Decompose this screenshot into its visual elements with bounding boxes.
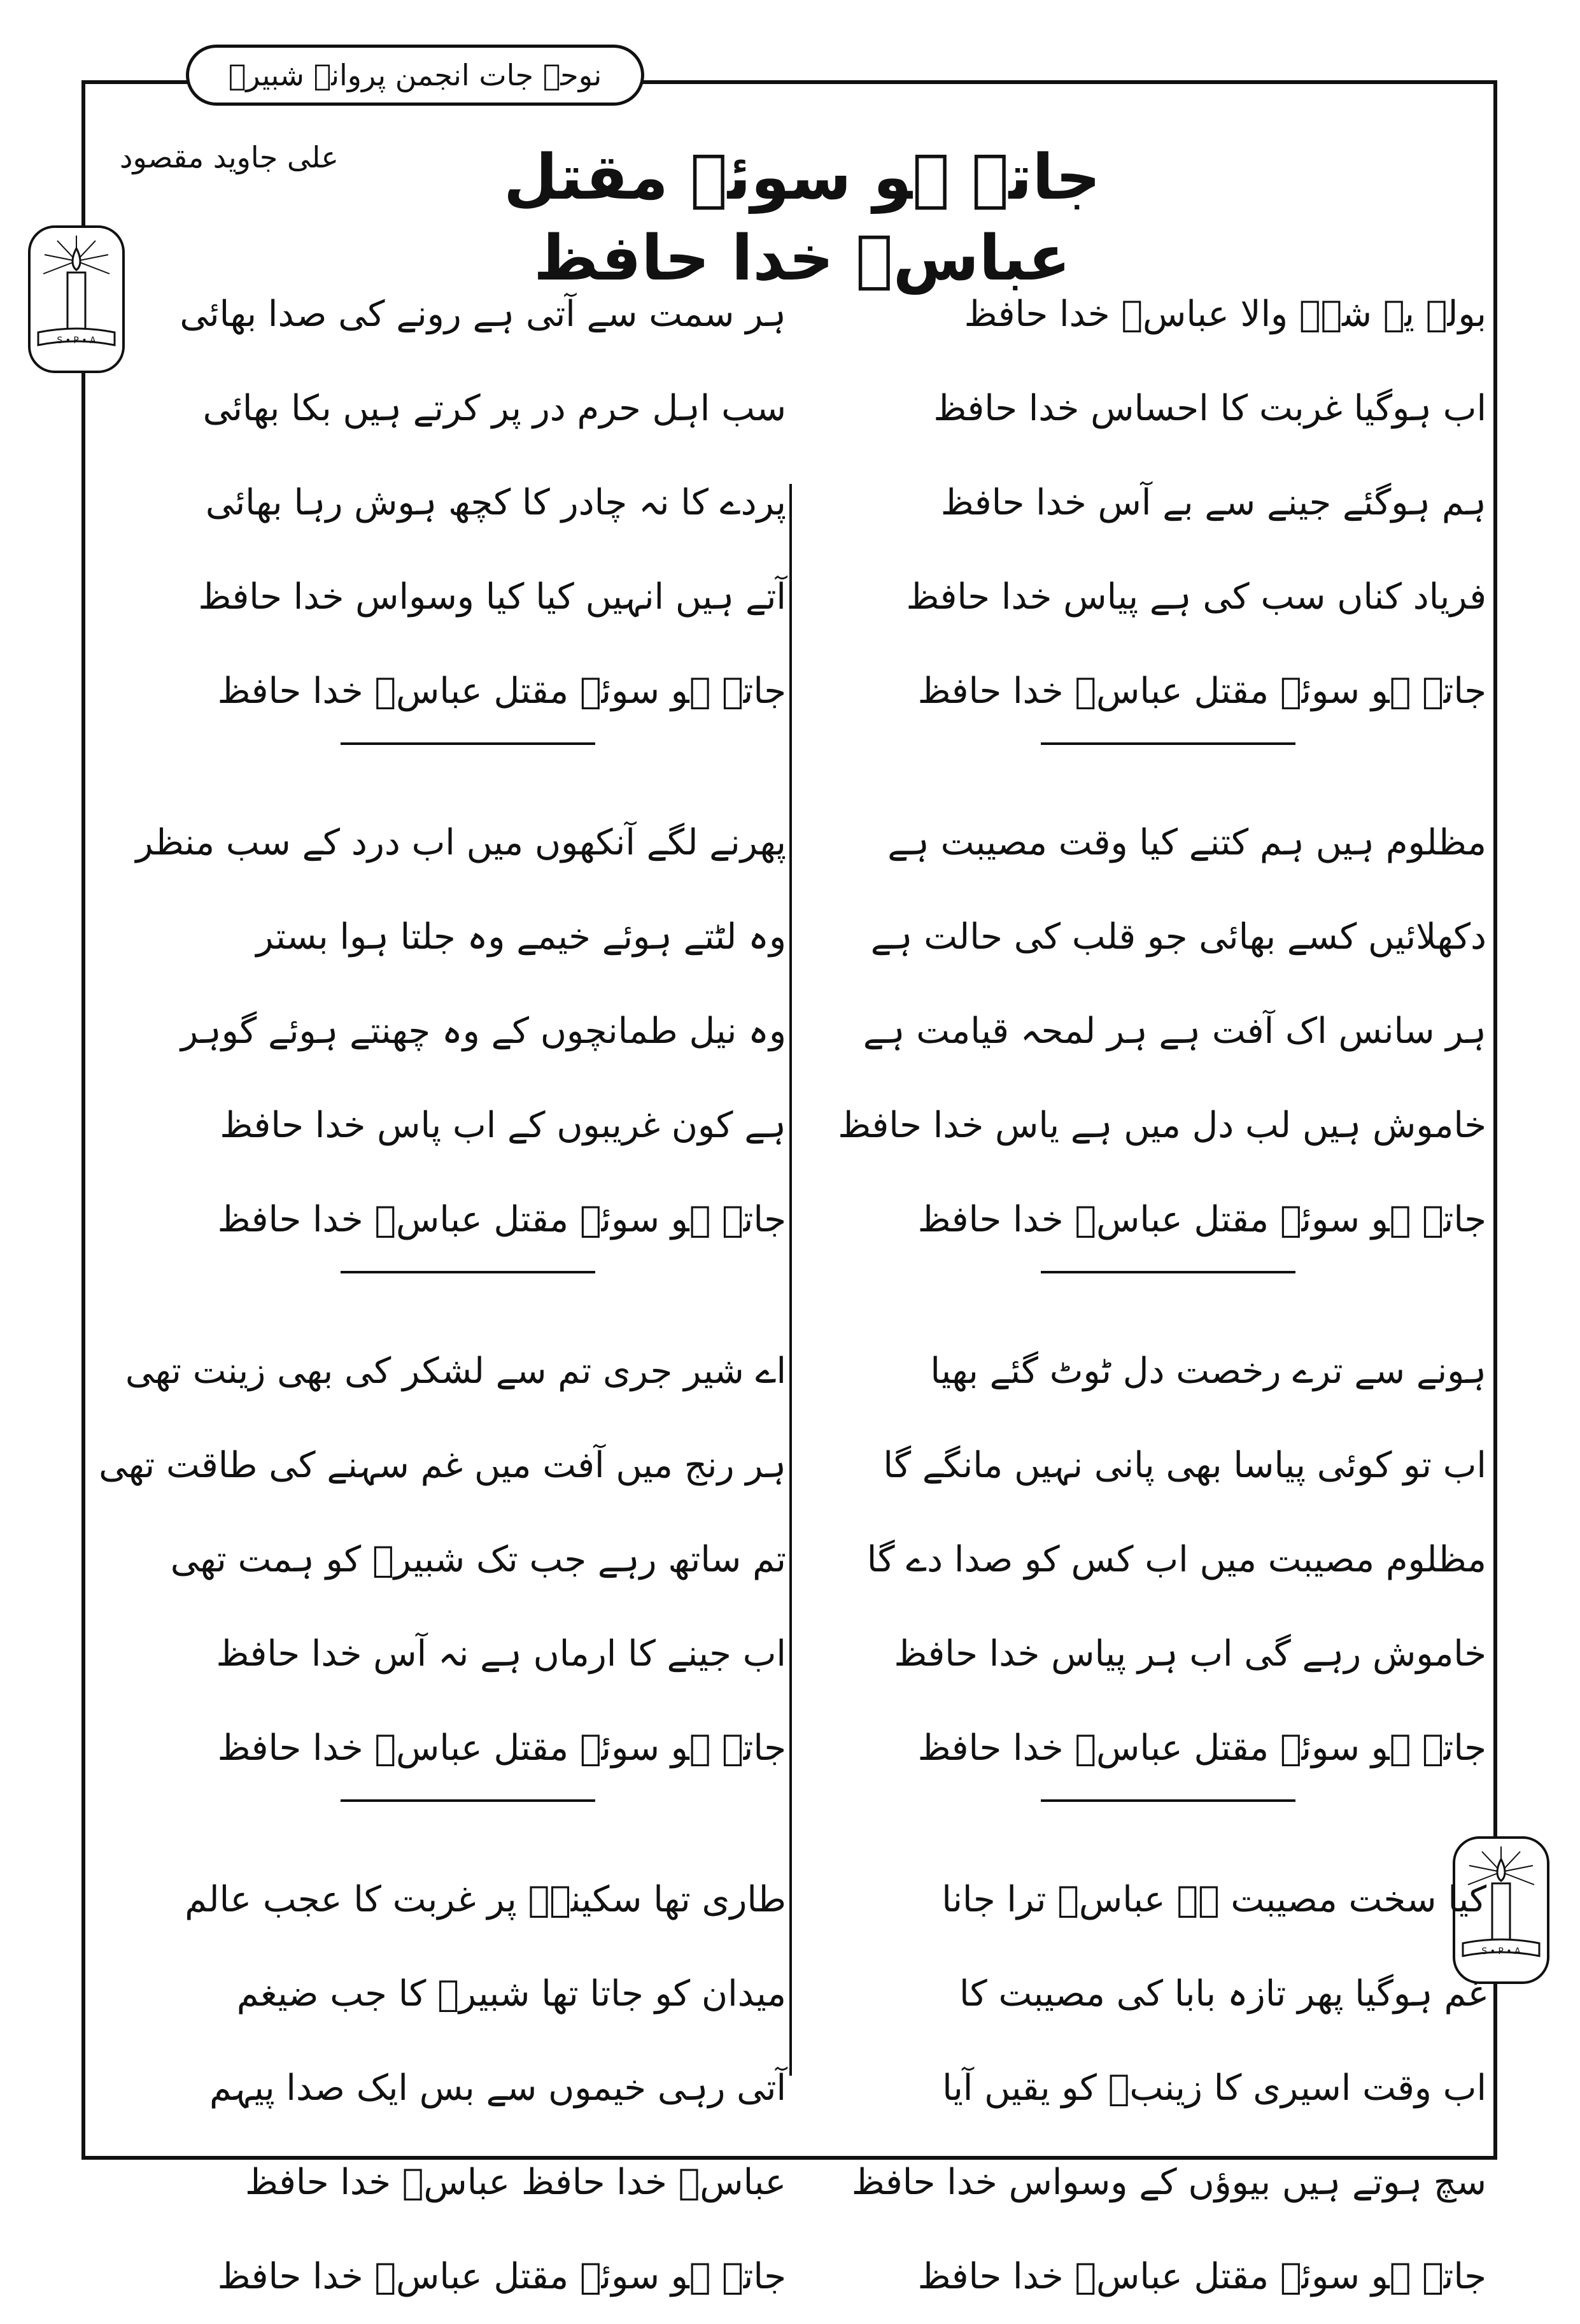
verse-line: اب تو کوئی پیاسا بھی پانی نہیں مانگے گا: [883, 1445, 1486, 1486]
stanza: [150, 1853, 786, 2324]
page-title: جاتے ہو سوئے مقتل عباسؑ خدا حافظ: [504, 141, 1101, 295]
verse-line: ہر سمت سے آتی ہے رونے کی صدا بھائی: [180, 294, 786, 335]
stanza-separator: [341, 1799, 595, 1802]
stanza: [850, 1853, 1486, 2324]
verse-line: ہر سانس اک آفت ہے ہر لمحہ قیامت ہے: [863, 1010, 1486, 1052]
verse-line: مظلوم ہیں ہم کتنے کیا وقت مصیبت ہے: [887, 822, 1486, 863]
verse-line: وہ لٹتے ہوئے خیمے وہ جلتا ہوا بستر: [256, 916, 786, 958]
stanza: [850, 1324, 1486, 1796]
verse-line: جاتے ہو سوئے مقتل عباسؑ خدا حافظ: [217, 1727, 786, 1769]
verse-line: جاتے ہو سوئے مقتل عباسؑ خدا حافظ: [917, 670, 1486, 712]
verse-line: خاموش رہے گی اب ہر پیاس خدا حافظ: [894, 1633, 1486, 1675]
verse-line: جاتے ہو سوئے مقتل عباسؑ خدا حافظ: [217, 1199, 786, 1240]
verse-line: سب اہل حرم در پر کرتے ہیں بکا بھائی: [202, 388, 786, 429]
verse-line: اب ہوگیا غربت کا احساس خدا حافظ: [933, 388, 1486, 429]
verse-line: فریاد کناں سب کی ہے پیاس خدا حافظ: [906, 576, 1486, 618]
stanza: [136, 796, 786, 1267]
header-tab: [186, 45, 644, 106]
verse-line: عباسؑ خدا حافظ عباسؑ خدا حافظ: [244, 2162, 786, 2203]
verse-line: جاتے ہو سوئے مقتل عباسؑ خدا حافظ: [917, 1199, 1486, 1240]
svg-text:S • P • A: S • P • A: [57, 336, 96, 346]
column-divider: [789, 484, 792, 2076]
verse-line: پردے کا نہ چادر کا کچھ ہوش رہا بھائی: [205, 482, 786, 523]
verse-line: غم ہوگیا پھر تازہ بابا کی مصیبت کا: [959, 1973, 1486, 2015]
verse-line: اے شیر جری تم سے لشکر کی بھی زینت تھی: [125, 1350, 786, 1392]
verse-line: طاری تھا سکینہؑ پر غربت کا عجب عالم: [185, 1879, 786, 1920]
verse-line: اب جینے کا ارماں ہے نہ آس خدا حافظ: [216, 1633, 786, 1675]
verse-line: تم ساتھ رہے جب تک شبیرؑ کو ہمت تھی: [170, 1539, 786, 1580]
verse-line: جاتے ہو سوئے مقتل عباسؑ خدا حافظ: [917, 1727, 1486, 1769]
stanza-separator: [1041, 1271, 1295, 1273]
author-name: علی جاوید مقصود: [120, 140, 339, 174]
stanza: [850, 267, 1486, 739]
verse-line: سچ ہوتے ہیں بیوؤں کے وسواس خدا حافظ: [851, 2162, 1486, 2203]
stanza-separator: [341, 1271, 595, 1273]
verse-line: مظلوم مصیبت میں اب کس کو صدا دے گا: [866, 1539, 1486, 1580]
verse-line: بولے یہ شہؑ والا عباسؑ خدا حافظ: [964, 294, 1486, 335]
verse-line: آتی رہی خیموں سے بس ایک صدا پیہم: [209, 2067, 786, 2109]
verse-line: جاتے ہو سوئے مقتل عباسؑ خدا حافظ: [217, 2256, 786, 2297]
candle-emblem-icon: [25, 223, 127, 376]
header-text: نوحہ جات انجمن پروانۂ شبیرؑ: [228, 58, 602, 92]
verse-line: خاموش ہیں لب دل میں ہے یاس خدا حافظ: [838, 1105, 1486, 1146]
verse-line: ہونے سے ترے رخصت دل ٹوٹ گئے بھیا: [930, 1350, 1486, 1392]
verse-line: آتے ہیں انہیں کیا کیا وسواس خدا حافظ: [198, 576, 786, 618]
left-column: [99, 267, 786, 2324]
stanza-separator: [341, 742, 595, 745]
verse-line: ہر رنج میں آفت میں غم سہنے کی طاقت تھی: [99, 1445, 786, 1486]
verse-line: میدان کو جاتا تھا شبیرؑ کا جب ضیغم: [236, 1973, 786, 2015]
stanza-separator: [1041, 742, 1295, 745]
verse-line: ہم ہوگئے جینے سے بے آس خدا حافظ: [940, 482, 1486, 523]
verse-line: وہ نیل طمانچوں کے وہ چھنتے ہوئے گوہر: [181, 1010, 786, 1052]
verse-line: جاتے ہو سوئے مقتل عباسؑ خدا حافظ: [217, 670, 786, 712]
right-column: [838, 267, 1486, 2324]
svg-text:S • P • A: S • P • A: [1481, 1946, 1521, 1957]
stanza: [150, 267, 786, 739]
stanza-separator: [1041, 1799, 1295, 1802]
stanza: [838, 796, 1486, 1267]
verse-line: دکھلائیں کسے بھائی جو قلب کی حالت ہے: [870, 916, 1486, 958]
stanza: [99, 1324, 786, 1796]
verse-line: اب وقت اسیری کا زینبؑ کو یقیں آیا: [942, 2067, 1486, 2109]
verse-line: کیا سخت مصیبت ہے عباسؑ ترا جانا: [942, 1879, 1486, 1920]
verse-line: جاتے ہو سوئے مقتل عباسؑ خدا حافظ: [917, 2256, 1486, 2297]
verse-line: ہے کون غریبوں کے اب پاس خدا حافظ: [220, 1105, 786, 1146]
verse-line: پھرنے لگے آنکھوں میں اب درد کے سب منظر: [136, 822, 786, 863]
